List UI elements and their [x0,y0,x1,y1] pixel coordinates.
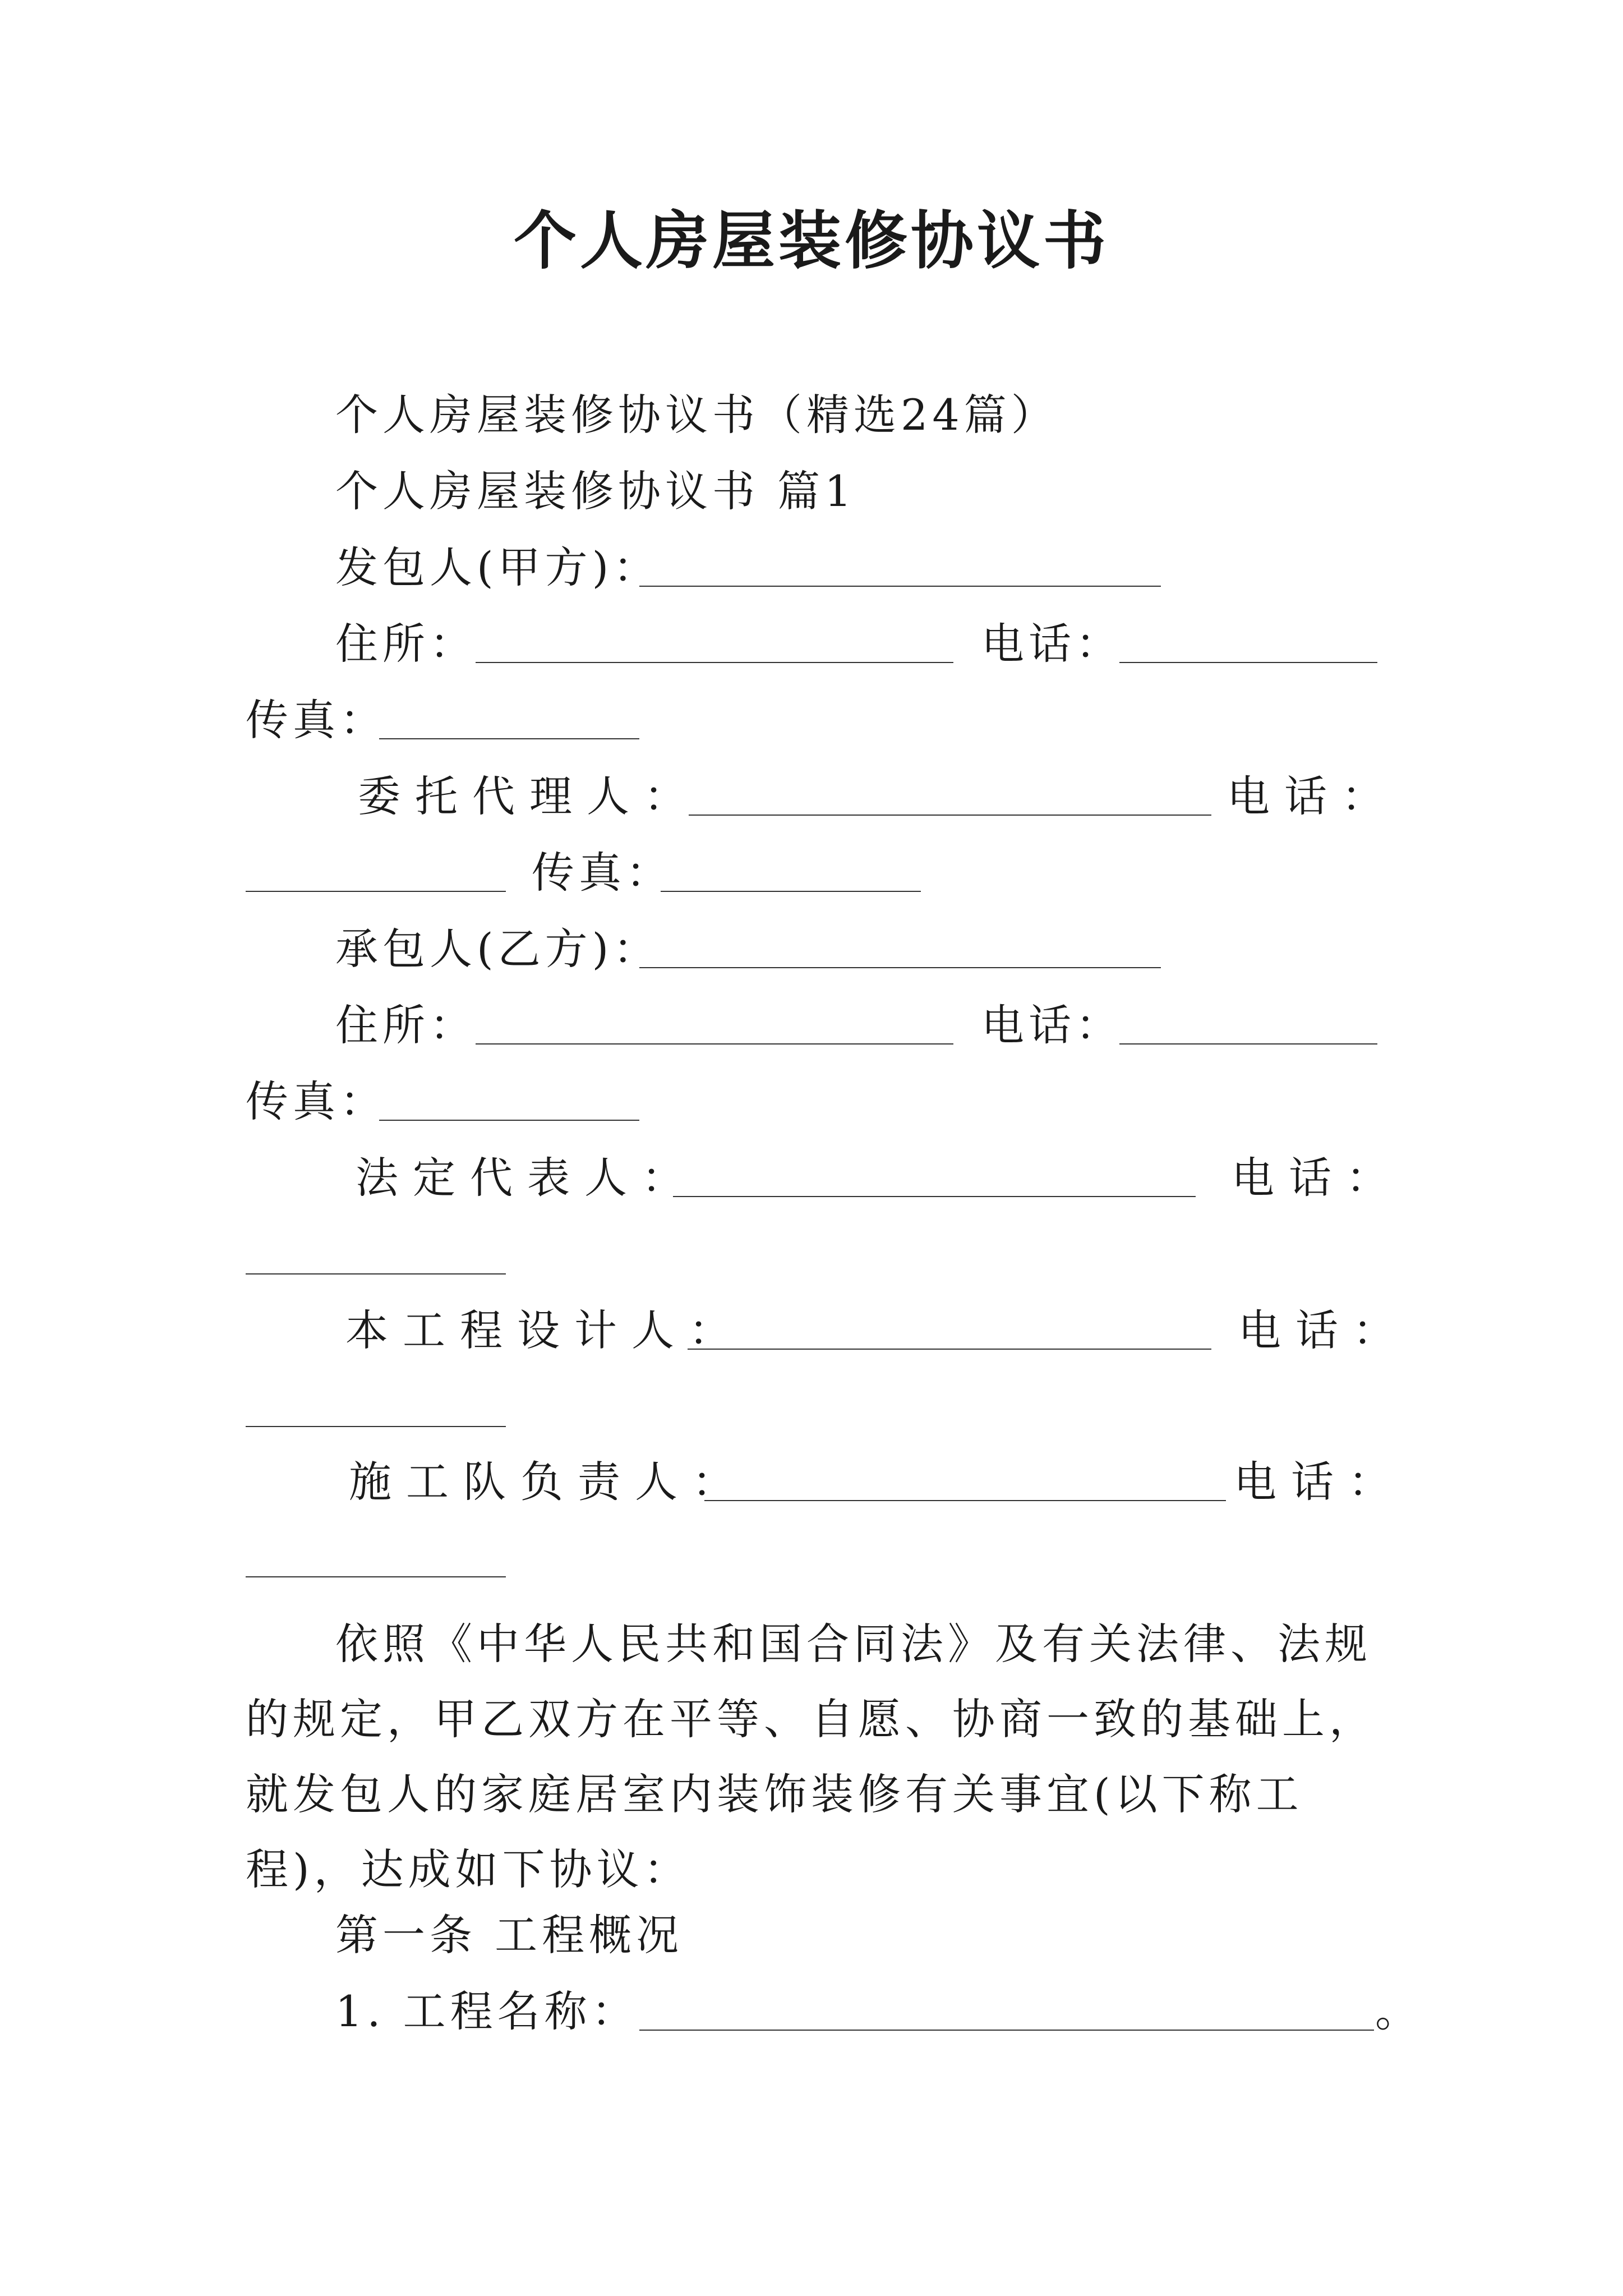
legal-rep-phone-label: 电话： [1232,1153,1403,1203]
agent-blank[interactable] [689,815,1211,816]
party-b-label: 承包人(乙方)： [335,924,661,974]
legal-rep-blank[interactable] [673,1196,1196,1197]
agent-fax-blank[interactable] [661,891,921,892]
item-1-label: 1. 工程名称： [335,1986,639,2036]
phone-a-label: 电话： [981,619,1123,669]
document-subtitle: 个人房屋装修协议书（精选24篇） [335,390,1058,440]
agent-fax-label: 传真： [532,848,673,898]
designer-blank[interactable] [688,1349,1211,1350]
designer-label: 本工程设计人： [345,1305,746,1355]
crew-leader-blank[interactable] [704,1500,1226,1501]
party-a-blank[interactable] [639,586,1161,587]
phone-b-blank[interactable] [1119,1043,1377,1045]
address-b-label: 住所： [335,1000,477,1050]
legal-rep-label: 法定代表人： [356,1153,699,1203]
legal-rep-phone-blank[interactable] [246,1273,506,1274]
crew-leader-phone-blank[interactable] [246,1576,506,1577]
fax-b-label: 传真： [246,1076,387,1126]
item-1-end: 。 [1375,1986,1422,2036]
intro-paragraph: 依照《中华人民共和国合同法》及有关法律、法规的规定，甲乙双方在平等、自愿、协商一致的基础上，就发包人的家庭居室内装饰装修有关事宜(以下称工程)，达成如下协议： [246,1619,1376,1894]
agent-label: 委托代理人： [358,771,701,821]
crew-leader-label: 施工队负责人： [349,1457,749,1507]
address-b-blank[interactable] [476,1043,953,1045]
address-a-blank[interactable] [476,662,953,663]
designer-phone-label: 电话： [1238,1305,1410,1355]
phone-a-blank[interactable] [1119,662,1377,663]
fax-a-label: 传真： [246,695,387,745]
designer-phone-blank[interactable] [246,1426,506,1427]
party-b-blank[interactable] [639,967,1161,968]
project-name-blank[interactable] [639,2030,1374,2031]
crew-leader-phone-label: 电话： [1234,1457,1405,1507]
party-a-label: 发包人(甲方)： [335,542,661,592]
phone-b-label: 电话： [981,1000,1123,1050]
fax-b-blank[interactable] [379,1120,639,1121]
document-title: 个人房屋装修协议书 [514,204,1109,278]
agent-phone-blank[interactable] [246,891,506,892]
article-1-heading: 第一条 工程概况 [335,1910,684,1960]
agent-phone-label: 电话： [1227,771,1399,821]
address-a-label: 住所： [335,619,477,669]
section-heading: 个人房屋装修协议书 篇1 [335,466,856,516]
fax-a-blank[interactable] [379,738,639,739]
